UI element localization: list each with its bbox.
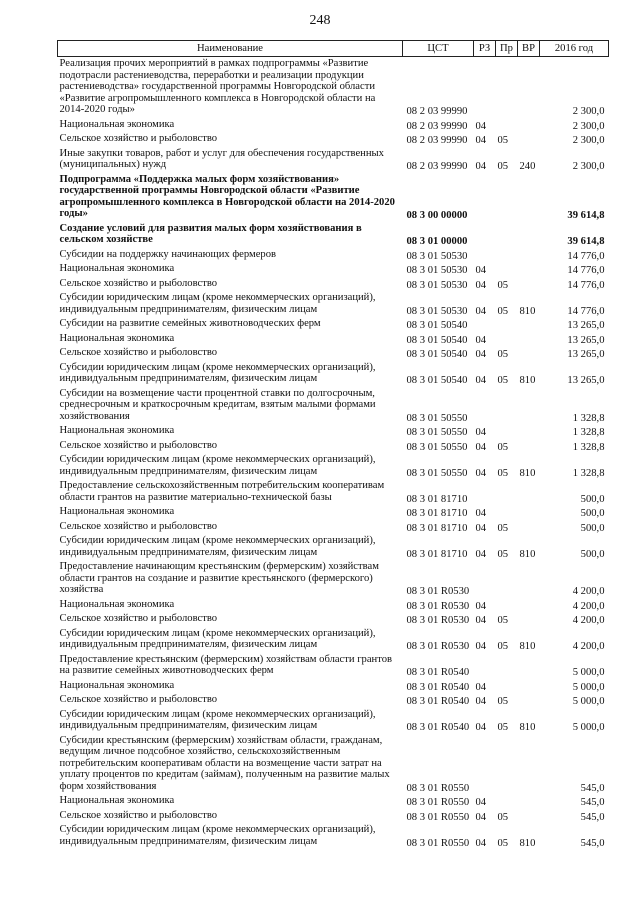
cell-name: Субсидии на поддержку начинающих фермеров (59, 248, 277, 260)
cell-vr: 810 (519, 305, 536, 317)
cell-vr (518, 332, 540, 347)
cell-cst: 08 3 01 R0540 (406, 667, 470, 678)
table-row (58, 560, 609, 598)
table-row (58, 823, 609, 849)
cell-vr (518, 173, 540, 222)
cell-vr (518, 479, 540, 505)
cell-vr: 810 (519, 641, 536, 652)
cell-pr: 05 (497, 305, 509, 317)
cell-name: Предоставление сельскохозяйственным потребительским кооперативам области грантов на развитие материально-технической базы (59, 480, 385, 503)
cell-name: Сельское хозяйство и рыболовство (59, 133, 218, 144)
cell-vr (518, 560, 540, 598)
table-row (58, 693, 609, 708)
cell-name: Национальная экономика (59, 795, 175, 806)
header-pr: Пр (496, 41, 518, 57)
cell-pr (496, 794, 518, 809)
cell-vr (518, 222, 540, 248)
cell-pr (496, 424, 518, 439)
table-row (58, 222, 609, 248)
table-row (58, 361, 609, 387)
cell-pr: 05 (497, 441, 509, 453)
cell-name: Субсидии юридическим лицам (кроме некоммерческих организаций), индивидуальным предпринимателям, физическим лицам (59, 361, 376, 384)
cell-name: Иные закупки товаров, работ и услуг для обеспечения государственных (муниципальных) нужд (59, 147, 384, 170)
cell-name: Национальная экономика (59, 263, 175, 274)
cell-pr (496, 679, 518, 694)
table-row (58, 248, 609, 263)
cell-name: Субсидии юридическим лицам (кроме некоммерческих организаций), индивидуальным предпринимателям, физическим лицам (59, 824, 376, 847)
cell-rz: 04 (475, 427, 487, 438)
cell-rz: 04 (475, 508, 487, 519)
cell-sum: 4 200,0 (572, 600, 605, 612)
cell-cst: 08 3 00 00000 (406, 210, 468, 221)
cell-rz (474, 222, 496, 248)
cell-name: Национальная экономика (59, 425, 175, 436)
cell-sum: 500,0 (580, 522, 605, 534)
cell-sum: 4 200,0 (572, 586, 605, 597)
cell-name: Национальная экономика (59, 118, 175, 130)
table-row (58, 598, 609, 613)
cell-vr: 810 (519, 722, 536, 733)
table-row (58, 147, 609, 173)
cell-pr (496, 317, 518, 332)
cell-vr (518, 346, 540, 361)
cell-sum: 2 300,0 (572, 106, 605, 117)
cell-sum: 4 200,0 (572, 641, 605, 652)
page-number: 248 (309, 13, 331, 28)
cell-rz: 04 (475, 811, 487, 823)
cell-sum: 545,0 (580, 797, 605, 808)
cell-sum: 2 300,0 (572, 161, 605, 172)
cell-cst: 08 3 01 81710 (406, 508, 468, 519)
cell-name: Национальная экономика (59, 598, 175, 610)
table-row (58, 118, 609, 133)
cell-sum: 2 300,0 (572, 135, 605, 146)
cell-cst: 08 2 03 99990 (406, 135, 468, 146)
cell-sum: 545,0 (580, 782, 605, 794)
cell-sum: 5 000,0 (572, 696, 605, 707)
cell-cst: 08 3 01 R0530 (406, 641, 470, 652)
cell-name: Субсидии юридическим лицам (кроме некоммерческих организаций), индивидуальным предпринимателям, физическим лицам (59, 535, 376, 558)
cell-pr: 05 (497, 548, 509, 560)
cell-name: Сельское хозяйство и рыболовство (59, 694, 218, 705)
cell-vr: 810 (519, 467, 536, 479)
cell-vr (518, 693, 540, 708)
cell-cst: 08 3 01 50550 (406, 467, 468, 479)
cell-sum: 500,0 (580, 493, 605, 505)
cell-name: Субсидии юридическим лицам (кроме некоммерческих организаций), индивидуальным предпринимателям, физическим лицам (59, 454, 376, 477)
cell-vr (518, 132, 540, 147)
cell-rz: 04 (475, 265, 487, 276)
cell-vr (518, 262, 540, 277)
cell-pr: 05 (497, 467, 509, 479)
cell-sum: 14 776,0 (567, 305, 605, 317)
cell-rz: 04 (475, 615, 487, 626)
cell-vr (518, 317, 540, 332)
cell-pr: 05 (497, 615, 509, 626)
cell-rz (474, 317, 496, 332)
cell-sum: 2 300,0 (572, 120, 605, 132)
cell-name: Сельское хозяйство и рыболовство (59, 439, 218, 451)
cell-sum: 545,0 (580, 811, 605, 823)
budget-table (57, 40, 609, 849)
cell-rz: 04 (475, 334, 487, 346)
cell-name: Предоставление крестьянским (фермерским) хозяйствам области грантов на развитие семейных животноводческих ферм (59, 653, 393, 676)
cell-pr: 05 (497, 349, 509, 360)
cell-name: Субсидии юридическим лицам (кроме некоммерческих организаций), индивидуальным предпринимателям, физическим лицам (59, 292, 376, 315)
cell-sum: 13 265,0 (567, 320, 605, 331)
cell-sum: 500,0 (580, 548, 605, 560)
cell-cst: 08 3 01 81710 (406, 493, 468, 505)
cell-pr: 05 (497, 837, 509, 849)
table-row (58, 277, 609, 292)
cell-rz: 04 (475, 305, 487, 317)
cell-cst: 08 3 01 50550 (406, 441, 468, 453)
cell-cst: 08 3 01 50550 (406, 412, 468, 424)
cell-pr (496, 332, 518, 347)
cell-sum: 5 000,0 (572, 681, 605, 693)
cell-sum: 1 328,8 (572, 441, 605, 453)
cell-vr: 240 (519, 161, 536, 172)
cell-rz: 04 (475, 279, 487, 291)
cell-vr (518, 118, 540, 133)
cell-name: Субсидии на возмещение части процентной ставки по долгосрочным, среднесрочным и краткосрочным кредитам, взятым малыми формами хозяйствования (59, 387, 376, 422)
cell-name: Субсидии юридическим лицам (кроме некоммерческих организаций), индивидуальным предпринимателям, физическим лицам (59, 627, 376, 650)
header-year: 2016 год (540, 41, 609, 57)
header-cst: ЦСТ (403, 41, 474, 57)
table-row (58, 439, 609, 454)
cell-rz (474, 57, 496, 118)
cell-rz (474, 653, 496, 679)
cell-pr: 05 (497, 522, 509, 534)
table-row (58, 173, 609, 222)
cell-sum: 5 000,0 (572, 667, 605, 678)
table-row (58, 479, 609, 505)
cell-rz: 04 (475, 548, 487, 560)
table-row (58, 57, 609, 118)
cell-pr: 05 (497, 722, 509, 733)
cell-cst: 08 2 03 99990 (406, 161, 468, 172)
cell-name: Субсидии на развитие семейных животноводческих ферм (59, 318, 321, 329)
header-vr: ВР (518, 41, 540, 57)
cell-rz: 04 (475, 722, 487, 733)
cell-sum: 14 776,0 (567, 265, 605, 276)
table-row (58, 387, 609, 425)
cell-rz (474, 479, 496, 505)
cell-pr: 05 (497, 135, 509, 146)
cell-cst: 08 3 01 R0550 (406, 837, 470, 849)
cell-pr (496, 505, 518, 520)
table-row (58, 424, 609, 439)
cell-vr (518, 794, 540, 809)
table-row (58, 317, 609, 332)
cell-pr: 05 (497, 641, 509, 652)
cell-vr (518, 387, 540, 425)
cell-cst: 08 3 01 50530 (406, 305, 468, 317)
table-row (58, 653, 609, 679)
cell-cst: 08 3 01 R0550 (406, 811, 470, 823)
cell-rz: 04 (475, 837, 487, 849)
cell-sum: 1 328,8 (572, 467, 605, 479)
table-row (58, 505, 609, 520)
header-name: Наименование (58, 41, 403, 57)
cell-rz: 04 (475, 797, 487, 808)
cell-pr (496, 560, 518, 598)
table-row (58, 708, 609, 734)
cell-vr (518, 653, 540, 679)
cell-rz (474, 248, 496, 263)
cell-pr (496, 262, 518, 277)
cell-cst: 08 3 01 R0530 (406, 615, 470, 626)
cell-vr: 810 (519, 548, 536, 560)
cell-cst: 08 3 01 R0530 (406, 586, 470, 597)
table-row (58, 627, 609, 653)
cell-name: Подпрограмма «Поддержка малых форм хозяйствования» государственной программы Новгородской области «Развитие агропромышленного комплекса в Новгородской области на 2014-2020 годы» (59, 173, 395, 219)
cell-cst: 08 3 01 50530 (406, 265, 468, 276)
cell-vr (518, 277, 540, 292)
cell-sum: 14 776,0 (567, 250, 605, 262)
cell-pr: 05 (497, 375, 509, 386)
cell-sum: 545,0 (580, 837, 605, 849)
cell-rz (474, 560, 496, 598)
table-row (58, 332, 609, 347)
cell-vr: 810 (519, 837, 536, 849)
cell-name: Субсидии юридическим лицам (кроме некоммерческих организаций), индивидуальным предпринимателям, физическим лицам (59, 708, 376, 731)
table-row (58, 291, 609, 317)
cell-name: Субсидии крестьянским (фермерским) хозяйствам области, гражданам, ведущим личное подсобное хозяйство, сельскохозяйственным потребительским кооперативам области на возмещение части затрат на уплату процентов по кредитам (займам), полученным на развитие малых форм хозяйствования (59, 734, 390, 792)
cell-cst: 08 3 01 50540 (406, 375, 468, 386)
cell-sum: 13 265,0 (567, 334, 605, 346)
cell-vr (518, 612, 540, 627)
cell-name: Сельское хозяйство и рыболовство (59, 809, 218, 821)
table-row (58, 794, 609, 809)
cell-sum: 1 328,8 (572, 412, 605, 424)
cell-pr (496, 248, 518, 263)
cell-name: Национальная экономика (59, 679, 175, 691)
cell-rz: 04 (475, 641, 487, 652)
cell-rz: 04 (475, 467, 487, 479)
cell-rz: 04 (475, 135, 487, 146)
cell-pr (496, 57, 518, 118)
header-rz: РЗ (474, 41, 496, 57)
cell-pr: 05 (497, 696, 509, 707)
table-row (58, 734, 609, 795)
table-header (58, 41, 609, 57)
cell-rz (474, 387, 496, 425)
cell-name: Предоставление начинающим крестьянским (фермерским) хозяйствам области грантов на создание и развитие крестьянского (фермерского) хозяйства (59, 561, 379, 595)
cell-pr (496, 173, 518, 222)
cell-cst: 08 3 01 R0540 (406, 722, 470, 733)
cell-name: Создание условий для развития малых форм хозяйствования в сельском хозяйстве (59, 222, 362, 245)
table-row (58, 262, 609, 277)
table-row (58, 132, 609, 147)
cell-vr (518, 520, 540, 535)
cell-rz (474, 173, 496, 222)
cell-sum: 5 000,0 (572, 722, 605, 733)
cell-name: Сельское хозяйство и рыболовство (59, 277, 218, 289)
cell-cst: 08 3 01 R0530 (406, 600, 470, 612)
table-row (58, 346, 609, 361)
cell-cst: 08 3 01 R0540 (406, 681, 470, 693)
cell-rz: 04 (475, 120, 487, 132)
table-row (58, 809, 609, 824)
cell-pr (496, 653, 518, 679)
cell-vr: 810 (519, 375, 536, 386)
cell-sum: 13 265,0 (567, 349, 605, 360)
cell-cst: 08 3 01 R0550 (406, 782, 470, 794)
cell-vr (518, 598, 540, 613)
cell-rz: 04 (475, 375, 487, 386)
cell-cst: 08 3 01 81710 (406, 548, 468, 560)
cell-cst: 08 3 01 50540 (406, 320, 468, 331)
cell-rz: 04 (475, 349, 487, 360)
cell-cst: 08 3 01 50540 (406, 334, 468, 346)
cell-vr (518, 248, 540, 263)
cell-pr: 05 (497, 161, 509, 172)
cell-vr (518, 57, 540, 118)
cell-vr (518, 439, 540, 454)
cell-vr (518, 809, 540, 824)
cell-pr: 05 (497, 811, 509, 823)
cell-vr (518, 734, 540, 795)
cell-sum: 13 265,0 (567, 375, 605, 386)
cell-cst: 08 2 03 99990 (406, 120, 468, 132)
cell-cst: 08 3 01 50540 (406, 349, 468, 360)
cell-name: Сельское хозяйство и рыболовство (59, 520, 218, 532)
cell-vr (518, 679, 540, 694)
cell-name: Сельское хозяйство и рыболовство (59, 613, 218, 624)
cell-cst: 08 3 01 50530 (406, 279, 468, 291)
cell-pr (496, 479, 518, 505)
cell-name: Реализация прочих мероприятий в рамках подпрограммы «Развитие подотрасли растениеводства, переработки и реализации продукции растениеводства» государственной программы Новгородской области «Развитие агропромышленного комплекса в Новгородской области на 2014-2020 годы» (59, 58, 376, 115)
cell-name: Национальная экономика (59, 506, 175, 517)
cell-sum: 500,0 (580, 508, 605, 519)
cell-pr (496, 118, 518, 133)
cell-rz: 04 (475, 696, 487, 707)
table-row (58, 520, 609, 535)
cell-vr (518, 424, 540, 439)
cell-pr (496, 598, 518, 613)
cell-rz: 04 (475, 441, 487, 453)
table-row (58, 679, 609, 694)
cell-sum: 39 614,8 (567, 210, 605, 221)
cell-pr (496, 387, 518, 425)
cell-cst: 08 3 01 50550 (406, 427, 468, 438)
cell-rz: 04 (475, 522, 487, 534)
cell-rz: 04 (475, 600, 487, 612)
cell-name: Сельское хозяйство и рыболовство (59, 347, 218, 358)
cell-cst: 08 3 01 R0550 (406, 797, 470, 808)
cell-rz: 04 (475, 161, 487, 172)
cell-sum: 39 614,8 (567, 236, 605, 247)
cell-rz: 04 (475, 681, 487, 693)
cell-pr: 05 (497, 279, 509, 291)
cell-pr (496, 734, 518, 795)
cell-cst: 08 3 01 50530 (406, 250, 468, 262)
cell-cst: 08 3 01 00000 (406, 236, 468, 247)
cell-rz (474, 734, 496, 795)
cell-sum: 14 776,0 (567, 279, 605, 291)
cell-cst: 08 3 01 R0540 (406, 696, 470, 707)
cell-sum: 1 328,8 (572, 427, 605, 438)
cell-sum: 4 200,0 (572, 615, 605, 626)
table-row (58, 453, 609, 479)
table-row (58, 534, 609, 560)
cell-vr (518, 505, 540, 520)
cell-cst: 08 3 01 81710 (406, 522, 468, 534)
cell-cst: 08 2 03 99990 (406, 106, 468, 117)
cell-pr (496, 222, 518, 248)
table-row (58, 612, 609, 627)
table-body (58, 57, 609, 850)
cell-name: Национальная экономика (59, 332, 175, 344)
